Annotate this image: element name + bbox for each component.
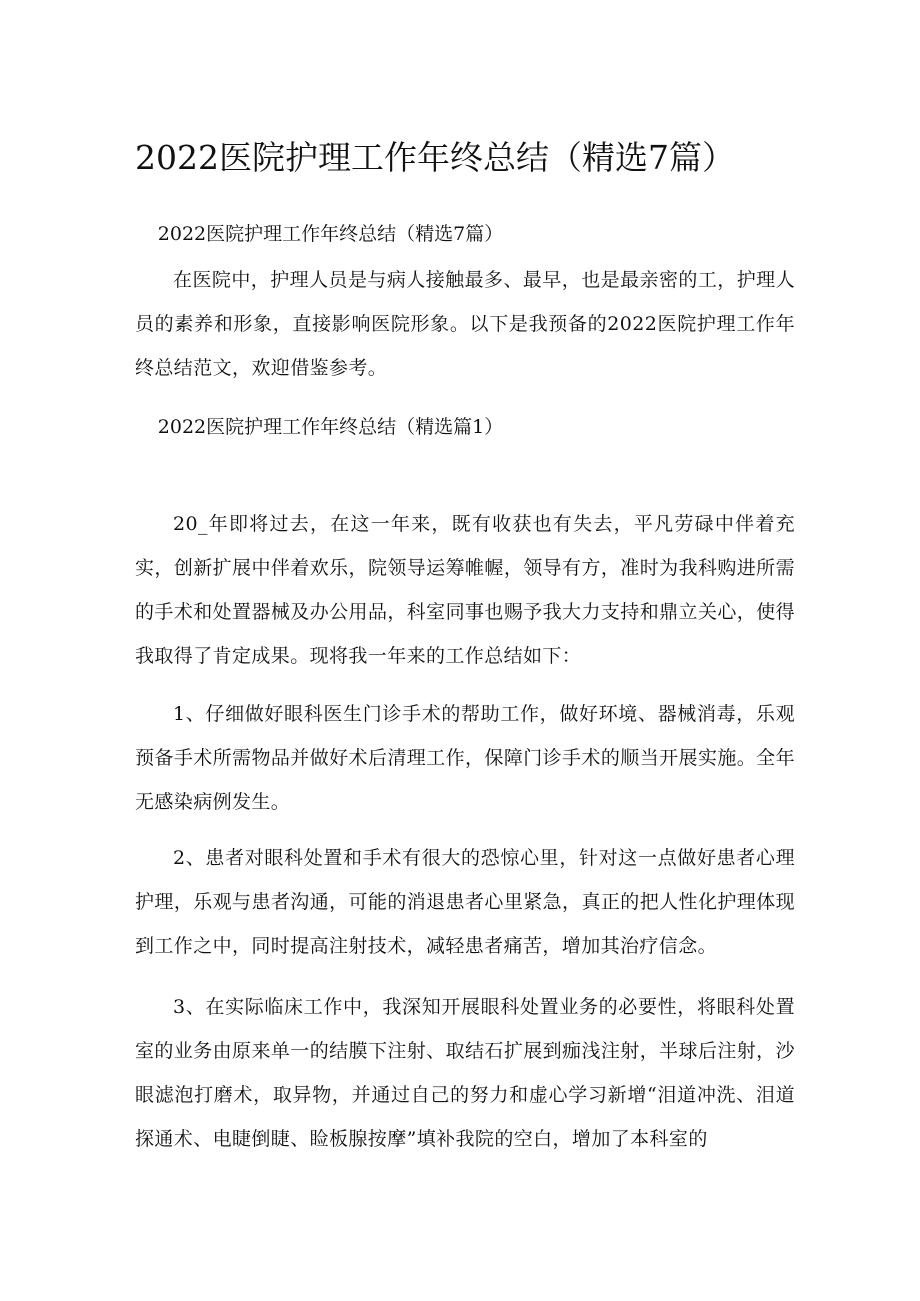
paragraph: 20_年即将过去，在这一年来，既有收获也有失去，平凡劳碌中伴着充实，创新扩展中伴着欢乐，院领导运筹帷幄，领导有方，准时为我科购进所需的手术和处置器械及办公用品，科室同事也赐予我大力支持和鼎立关心，使得我取得了肯定成果。现将我一年来的工作总结如下： xyxy=(135,513,795,667)
paragraph: 3、在实际临床工作中，我深知开展眼科处置业务的必要性，将眼科处置室的业务由原来单一的结膜下注射、取结石扩展到痂浅注射，半球后注射，沙眼滤泡打磨术，取异物，并通过自己的努力和虚心学习新增“泪道冲洗、泪道探通术、电睫倒睫、睑板腺按摩”填补我院的空白，增加了本科室的 xyxy=(135,996,795,1150)
intro-paragraph: 在医院中，护理人员是与病人接触最多、最早，也是最亲密的工，护理人员的素养和形象，直接影响医院形象。以下是我预备的2022医院护理工作年终总结范文，欢迎借鉴参考。 xyxy=(135,269,795,379)
document-subtitle: 2022医院护理工作年终总结（精选7篇） xyxy=(157,223,504,245)
paragraph: 1、仔细做好眼科医生门诊手术的帮助工作，做好环境、器械消毒，乐观预备手术所需物品并做好术后清理工作，保障门诊手术的顺当开展实施。全年无感染病例发生。 xyxy=(135,703,795,813)
document-title: 2022医院护理工作年终总结（精选7篇） xyxy=(135,138,735,177)
paragraph: 2、患者对眼科处置和手术有很大的恐惊心里，针对这一点做好患者心理护理，乐观与患者沟通，可能的消退患者心里紧急，真正的把人性化护理体现到工作之中，同时提高注射技术，减轻患者痛苦，增加其治疗信念。 xyxy=(135,847,795,957)
section-heading: 2022医院护理工作年终总结（精选篇1） xyxy=(157,416,504,438)
